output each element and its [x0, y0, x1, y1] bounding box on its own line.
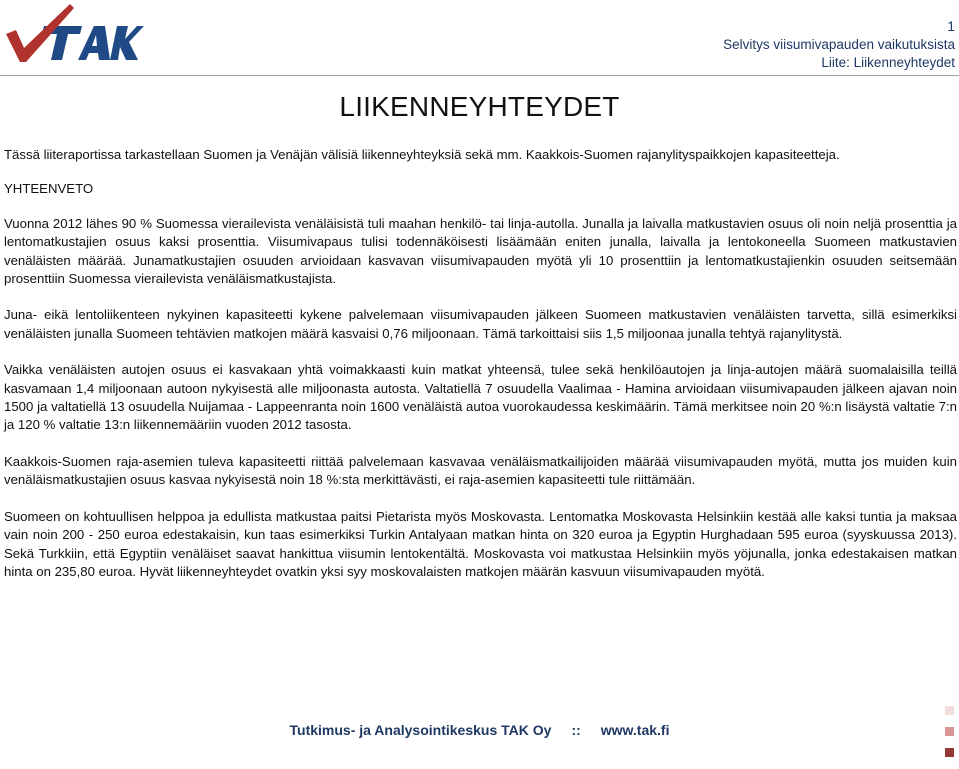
square-light-icon — [945, 706, 954, 715]
header-report-title: Selvitys viisumivapauden vaikutuksista — [723, 37, 955, 52]
paragraph-4: Kaakkois-Suomen raja-asemien tuleva kapasiteetti riittää palvelemaan kasvavaa venäläismatkailijoiden määrää viisumivapauden myötä, mutta jos muiden kuin venäläismatkustajien osuus kasvaa nykyisestä noin 18 %:sta merkittävästi, ei raja-asemien kapasiteetti tule riittämään. — [4, 453, 957, 488]
summary-heading: YHTEENVETO — [4, 181, 94, 197]
footer-website-link[interactable]: www.tak.fi — [600, 722, 670, 738]
paragraph-5: Suomeen on kohtuullisen helppoa ja edullista matkustaa paitsi Pietarista myös Moskovasta. Lentomatka Moskovasta Helsinkiin kestää alle kaksi tuntia ja maksaa vain noin 200 - 250 euroa edestakaisin, kun taas esimerkiksi Turkin Antalyaan matkan hinta on 320 euroa ja Egyptin Hurghadaan 595 euroa (syyskuussa 2013). Sekä Turkkiin, että Egyptiin venäläiset saavat hankittua viisumin lentokentältä. Moskovasta voi matkustaa Helsinkiin myös yöjunalla, jonka edestakaisen matkan hinta on 235,80 euroa. Hyvät liikenneyhteydet ovatkin yksi syy moskovalaisten matkojen määrän kasvuun viisumivapauden myötä. — [4, 508, 957, 579]
document-body — [4, 146, 957, 599]
paragraph-2: Juna- eikä lentoliikenteen nykyinen kapasiteetti kykene palvelemaan viisumivapauden jälkeen Suomeen matkustavien venäläisten tarvetta, sillä esimerkiksi venäläisten junalla Suomeen tehtävien matkojen määrä kasvaisi 0,76 miljoonaan. Tämä tarkoittaisi siis 1,5 miljoonaa junalla tehtyä rajanylitystä. — [4, 307, 957, 341]
page-number: 1 — [947, 18, 955, 34]
header-divider — [0, 75, 959, 76]
footer-separator: :: — [571, 722, 581, 738]
page-title: LIIKENNEYHTEYDET — [339, 91, 620, 122]
tak-logo-graphic — [4, 4, 144, 66]
footer — [0, 722, 959, 738]
footer-organization: Tutkimus- ja Analysointikeskus TAK Oy — [289, 722, 552, 738]
header-appendix-title: Liite: Liikenneyhteydet — [821, 55, 955, 70]
paragraph-3: Vaikka venäläisten autojen osuus ei kasvakaan yhtä voimakkaasti kuin matkat yhteensä, tulee sekä henkilöautojen ja linja-autojen määrä suomalaisilla teillä kasvamaan 1,4 miljoonaan autoon nykyisestä alle miljoonasta autosta. Valtatiellä 7 osuudella Vaalimaa - Hamina arvioidaan viisumivapauden jälkeen ajavan noin 1500 ja valtatiellä 13 osuudella Nuijamaa - Lappeenranta noin 1600 venäläistä autoa vuorokaudessa keskimäärin. Tämä merkitsee noin 20 %:n lisäystä valtatie 7:n ja 120 % valtatie 13:n liikennemääriin vuoden 2012 tasosta. — [4, 362, 957, 433]
paragraph-1: Vuonna 2012 lähes 90 % Suomessa vierailevista venäläisistä tuli maahan henkilö- tai linja-autolla. Junalla ja laivalla matkustavien osuus oli noin neljä prosenttia ja lentomatkustajien osuus kaksi prosenttia. Viisumivapaus tulisi todennäköisesti lisäämään eniten junalla, laivalla ja lentokoneella Suomeen matkustavien venäläisten määrää. Junamatkustajien osuuden arvioidaan kasvavan viisumivapauden myötä yli 10 prosenttiin ja lentomatkustajienkin osuuden seitsemään prosenttiin Suomessa vierailevista venäläismatkustajista. — [4, 215, 957, 287]
tak-logo — [4, 4, 144, 66]
square-dark-icon — [945, 748, 954, 757]
intro-paragraph: Tässä liiteraportissa tarkastellaan Suomen ja Venäjän välisiä liikenneyhteyksiä sekä mm. Kaakkois-Suomen rajanylityspaikkojen kapasiteetteja. — [4, 147, 840, 162]
square-mid-icon — [945, 727, 954, 736]
